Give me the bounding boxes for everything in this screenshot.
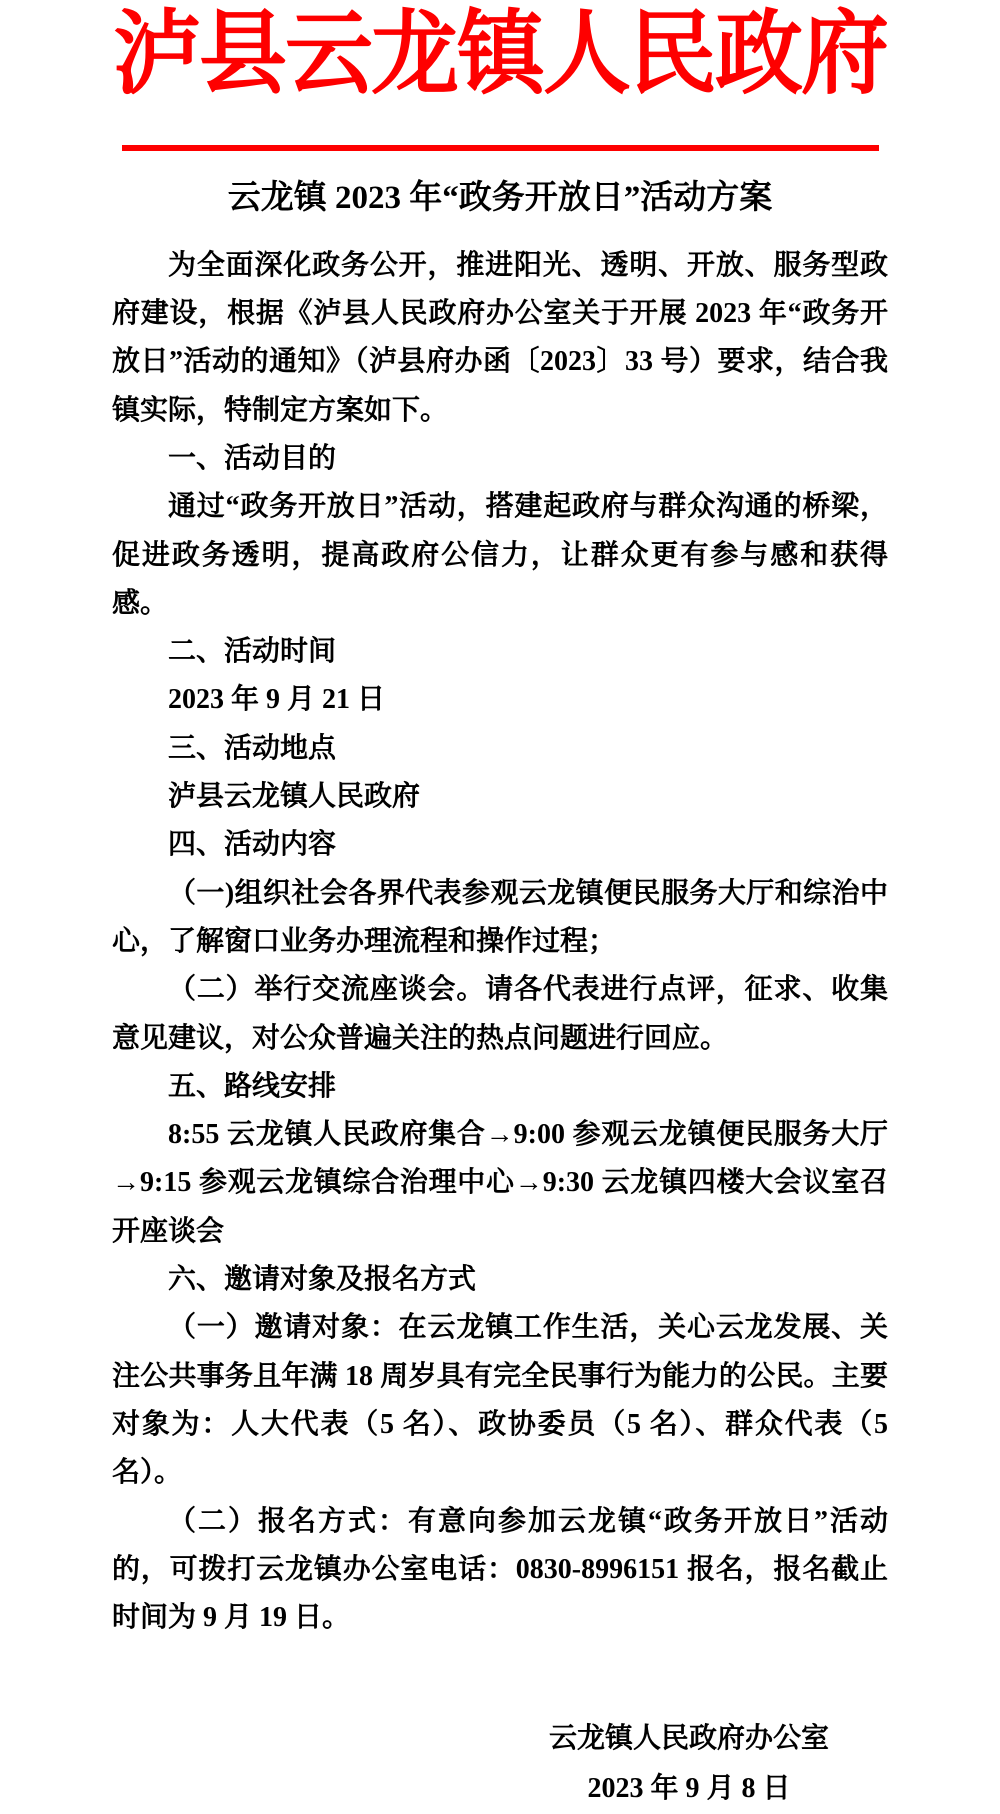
org-title: 泸县云龙镇人民政府 — [112, 4, 887, 106]
body-paragraph: （一）邀请对象：在云龙镇工作生活，关心云龙发展、关注公共事务且年满 18 周岁具有完全民事行为能力的公民。主要对象为：人大代表（5 名）、政协委员（5 名）、群众代表（5 名）。 — [112, 1312, 888, 1489]
section-heading: 五、路线安排 — [168, 1070, 337, 1102]
body-paragraph: （二）举行交流座谈会。请各代表进行点评，征求、收集意见建议，对公众普遍关注的热点问题进行回应。 — [112, 974, 888, 1054]
body-paragraph: （一)组织社会各界代表参观云龙镇便民服务大厅和综治中心，了解窗口业务办理流程和操作过程； — [112, 877, 888, 957]
section-heading: 六、邀请对象及报名方式 — [168, 1264, 477, 1296]
body-paragraph: 泸县云龙镇人民政府 — [168, 781, 421, 813]
section-heading: 四、活动内容 — [168, 829, 337, 861]
document-page — [0, 4, 1000, 1805]
signature-block — [0, 1714, 1000, 1814]
body-paragraph: 8:55 云龙镇人民政府集合→9:00 参观云龙镇便民服务大厅→9:15 参观云龙镇综合治理中心→9:30 云龙镇四楼大会议室召开座谈会 — [112, 1119, 888, 1247]
body-paragraph: （二）报名方式：有意向参加云龙镇“政务开放日”活动的，可拨打云龙镇办公室电话：0830-8996151 报名，报名截止时间为 9 月 19 日。 — [112, 1505, 888, 1634]
document-main — [0, 181, 1000, 1814]
body-paragraph: 通过“政务开放日”活动，搭建起政府与群众沟通的桥梁，促进政务透明，提高政府公信力，让群众更有参与感和获得感。 — [112, 491, 888, 619]
signature-inner — [549, 1714, 829, 1814]
signature-date: 2023 年 9 月 8 日 — [587, 1773, 791, 1805]
document-body — [112, 242, 888, 1643]
section-heading: 二、活动时间 — [168, 636, 337, 668]
section-heading: 三、活动地点 — [168, 732, 337, 764]
body-paragraph: 为全面深化政务公开，推进阳光、透明、开放、服务型政府建设，根据《泸县人民政府办公室关于开展 2023 年“政务开放日”活动的通知》（泸县府办函〔2023〕33 号）要求，结合我镇实际，特制定方案如下。 — [112, 249, 888, 426]
doc-title: 云龙镇 2023 年“政务开放日”活动方案 — [227, 179, 773, 216]
section-heading: 一、活动目的 — [168, 442, 337, 474]
red-divider — [122, 145, 879, 151]
signature-org: 云龙镇人民政府办公室 — [548, 1723, 829, 1755]
body-paragraph: 2023 年 9 月 21 日 — [168, 684, 386, 716]
letterhead — [0, 6, 1000, 151]
